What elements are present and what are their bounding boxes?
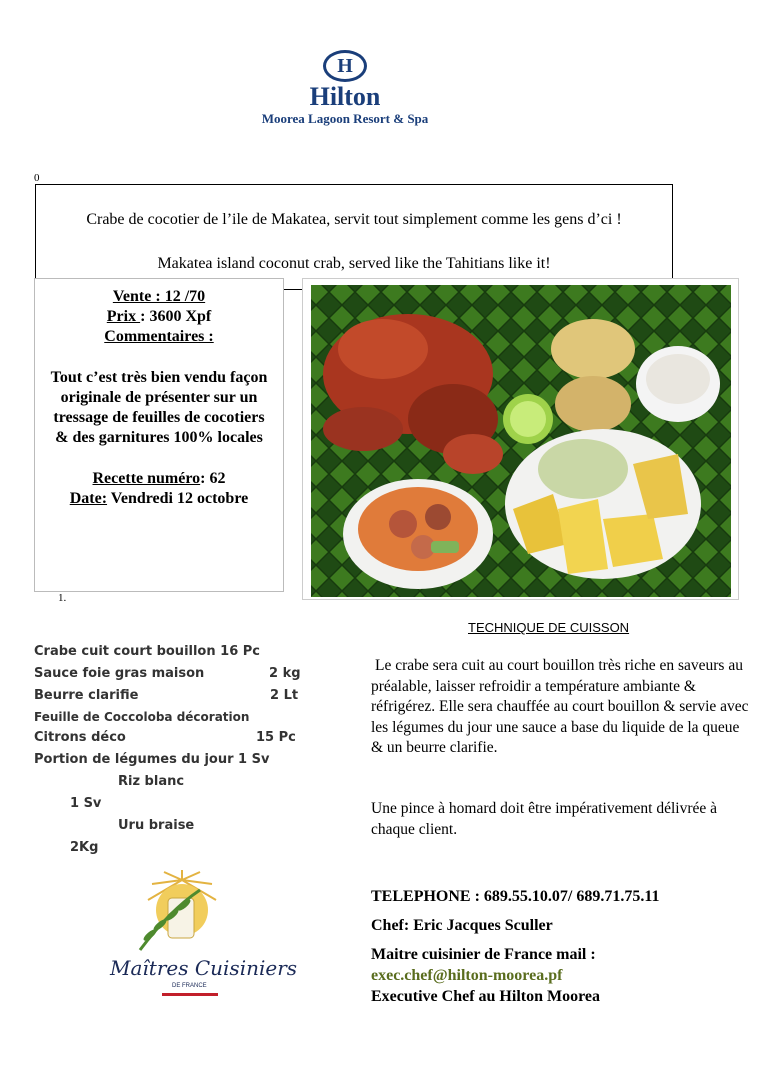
sales-info-box xyxy=(34,278,284,592)
ingredient-line xyxy=(34,644,260,659)
ingredient-line xyxy=(34,688,138,703)
hilton-h-icon: H xyxy=(323,50,367,82)
ingredient-line xyxy=(34,666,204,681)
ingredient-name: Beurre clarifie xyxy=(34,688,139,703)
date-value: Vendredi 12 octobre xyxy=(107,490,249,507)
ingredient-name: Crabe cuit court bouillon xyxy=(34,644,216,659)
prix-value: : 3600 Xpf xyxy=(140,308,212,325)
date-label: Date: xyxy=(69,490,108,507)
headline-english: Makatea island coconut crab, served like the Tahitians like it! xyxy=(157,255,551,272)
ingredient-qty: 16 Pc xyxy=(220,644,261,659)
hilton-logo-name: Hilton xyxy=(309,82,381,111)
ingredient-qty: 1 Sv xyxy=(238,752,270,767)
list-marker-zero: 0 xyxy=(34,172,40,184)
ingredient-name: Citrons déco xyxy=(34,730,126,745)
ingredient-qty: 15 Pc xyxy=(256,730,296,745)
ingredient-line xyxy=(34,710,249,724)
dish-photo xyxy=(302,278,739,600)
maitres-cuisiniers-logo xyxy=(100,870,298,1010)
email-link[interactable]: exec.chef@hilton-moorea.pf xyxy=(371,967,563,984)
technique-title: TECHNIQUE DE CUISSON xyxy=(468,620,630,635)
ingredient-name: Riz blanc xyxy=(118,774,185,789)
headline-box xyxy=(35,184,673,290)
ingredient-name: Feuille de Coccoloba décoration xyxy=(34,710,250,724)
technique-paragraph: Le crabe sera cuit au court bouillon très riche en saveurs au préalable, laisser refroidir a température ambiante & réfrigérez. Elle sera chauffée au court bouillon & servie avec les légumes du jour une sauce a base du liquide de la queue & un beurre clarifie. xyxy=(371,657,749,756)
list-marker-one: 1. xyxy=(58,592,67,604)
flag-stripe xyxy=(162,993,218,996)
vente-line: Vente : 12 /70 xyxy=(112,288,206,305)
maitres-cuisiniers-text: Maîtres Cuisiniers xyxy=(110,956,298,980)
executive-chef-line: Executive Chef au Hilton Moorea xyxy=(371,988,601,1005)
maitre-line: Maitre cuisinier de France mail : xyxy=(371,946,596,963)
dish-photo-illustration xyxy=(303,279,738,599)
hilton-logo-subtitle: Moorea Lagoon Resort & Spa xyxy=(261,111,429,126)
chef-line: Chef: Eric Jacques Sculler xyxy=(371,917,553,934)
comment-text: Tout c’est très bien vendu façon originale de présenter sur un tressage de feuilles de cocotiers & des garnitures 100% locales xyxy=(50,369,268,446)
ingredient-qty: 1 Sv xyxy=(70,796,102,811)
technique-note: Une pince à homard doit être impérativement délivrée à chaque client. xyxy=(371,800,718,838)
prix-label: Prix xyxy=(106,308,141,325)
hilton-logo xyxy=(245,50,445,140)
recette-label: Recette numéro xyxy=(92,470,201,487)
maitres-cuisiniers-emblem-icon xyxy=(100,870,280,1010)
ingredient-name: Sauce foie gras maison xyxy=(34,666,205,681)
de-france-text: DE FRANCE xyxy=(172,983,207,989)
telephone-line: TELEPHONE : 689.55.10.07/ 689.71.75.11 xyxy=(371,888,660,905)
ingredient-line xyxy=(34,730,126,745)
ingredient-qty: 2 Lt xyxy=(270,688,299,703)
commentaires-label: Commentaires : xyxy=(104,328,214,345)
ingredient-line xyxy=(34,752,269,767)
ingredient-name: Portion de légumes du jour xyxy=(34,752,234,767)
headline-french: Crabe de cocotier de l’ile de Makatea, servit tout simplement comme les gens d’ci ! xyxy=(86,211,622,228)
ingredient-qty: 2 kg xyxy=(269,666,301,681)
ingredient-name: Uru braise xyxy=(118,818,195,833)
ingredient-qty: 2Kg xyxy=(70,840,99,855)
recette-value: : 62 xyxy=(200,470,226,487)
